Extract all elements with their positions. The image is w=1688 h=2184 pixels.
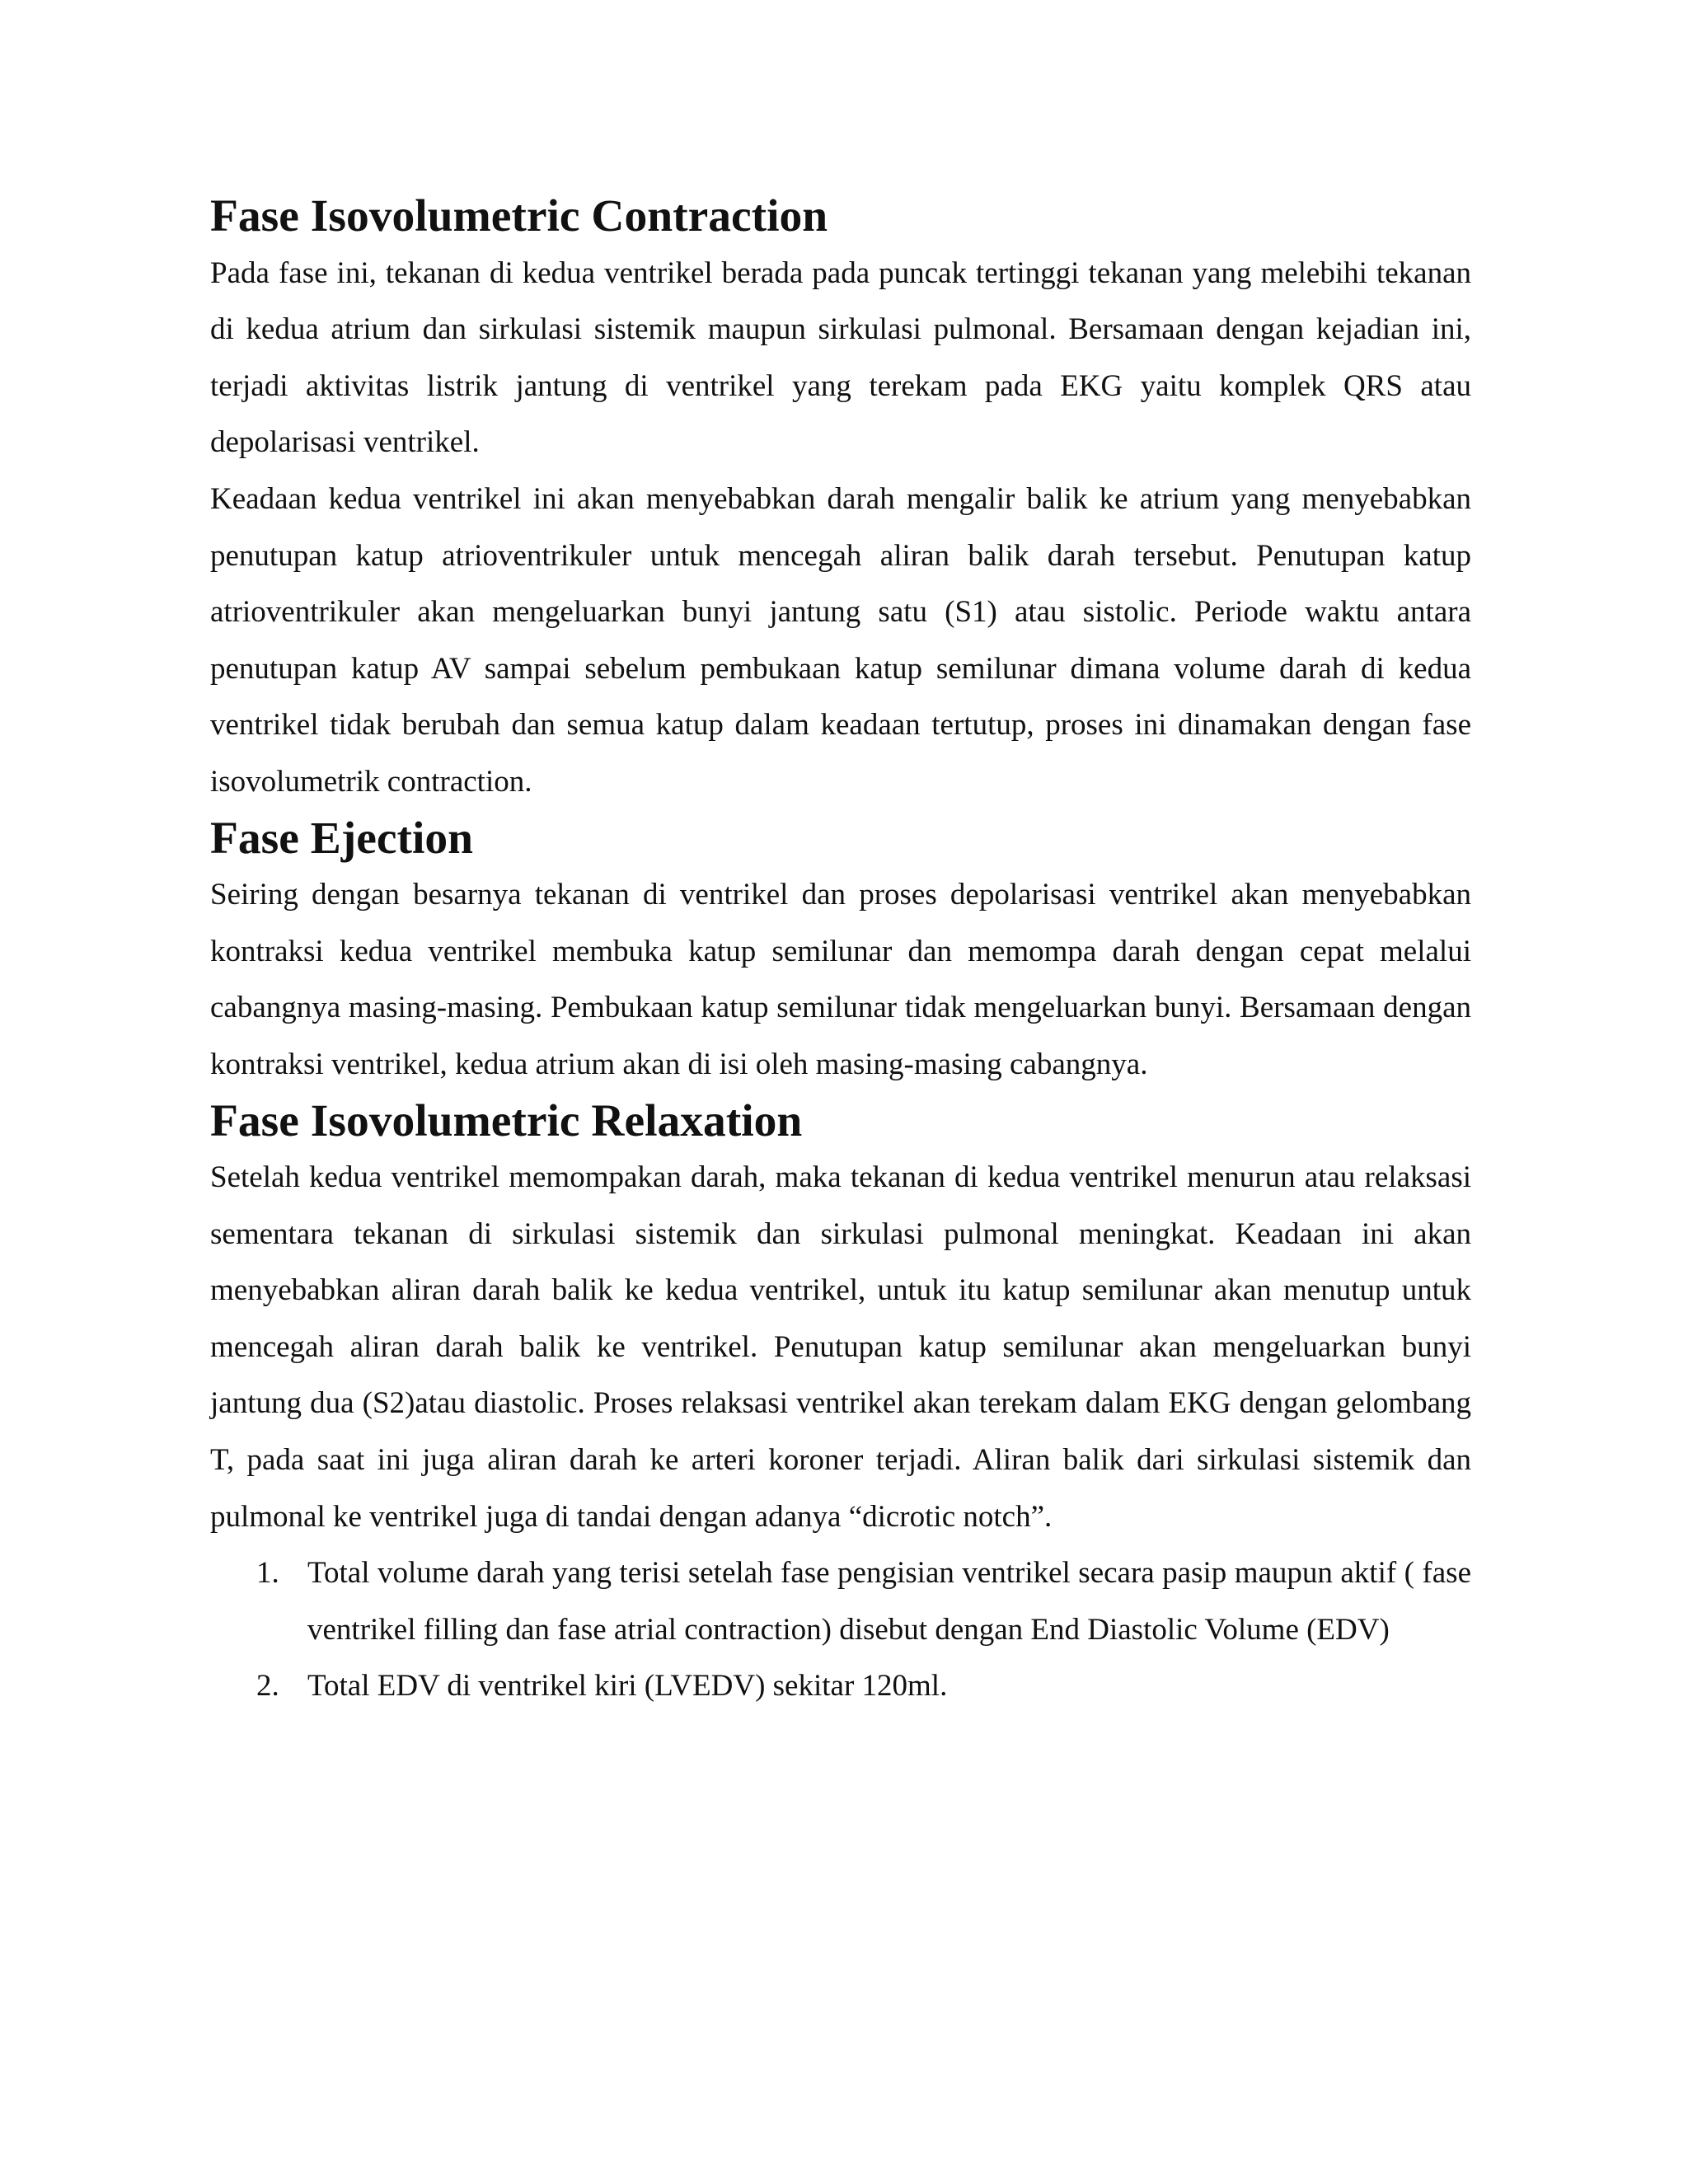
paragraph: Setelah kedua ventrikel memompakan darah, maka tekanan di kedua ventrikel menurun atau relaksasi sementara tekanan di sirkulasi sistemik dan sirkulasi pulmonal meningkat. Keadaan ini akan menyebabkan aliran darah balik ke kedua ventrikel, untuk itu katup semilunar akan menutup untuk mencegah aliran darah balik ke ventrikel. Penutupan katup semilunar akan mengeluarkan bunyi jantung dua (S2)atau diastolic. Proses relaksasi ventrikel akan terekam dalam EKG dengan gelombang T, pada saat ini juga aliran darah ke arteri koroner terjadi. Aliran balik dari sirkulasi sistemik dan pulmonal ke ventrikel juga di tandai dengan adanya “dicrotic notch”. <box>210 1160 1471 1534</box>
list-item <box>210 1545 1471 1658</box>
list-item-number: 1. <box>256 1556 279 1591</box>
section-heading-ejection: Fase Ejection <box>210 813 474 864</box>
paragraph: Keadaan kedua ventrikel ini akan menyebabkan darah mengalir balik ke atrium yang menyebabkan penutupan katup atrioventrikuler untuk mencegah aliran balik darah tersebut. Penutupan katup atrioventrikuler akan mengeluarkan bunyi jantung satu (S1) atau sistolic. Periode waktu antara penutupan katup AV sampai sebelum pembukaan katup semilunar dimana volume darah di kedua ventrikel tidak berubah dan semua katup dalam keadaan tertutup, proses ini dinamakan dengan fase isovolumetrik contraction. <box>210 481 1471 799</box>
numbered-list <box>210 1545 1471 1715</box>
list-item-number: 2. <box>256 1669 279 1704</box>
list-item-text: Total EDV di ventrikel kiri (LVEDV) sekitar 120ml. <box>307 1669 948 1704</box>
list-item <box>210 1658 1471 1715</box>
paragraph: Pada fase ini, tekanan di kedua ventrikel berada pada puncak tertinggi tekanan yang melebihi tekanan di kedua atrium dan sirkulasi sistemik maupun sirkulasi pulmonal. Bersamaan dengan kejadian ini, terjadi aktivitas listrik jantung di ventrikel yang terekam pada EKG yaitu komplek QRS atau depolarisasi ventrikel. <box>210 255 1471 460</box>
section-heading-isovolumetric-contraction: Fase Isovolumetric Contraction <box>210 191 828 241</box>
list-item-text: Total volume darah yang terisi setelah fase pengisian ventrikel secara pasip maupun aktif ( fase ventrikel filling dan fase atrial contraction) disebut dengan End Diastolic Volume (EDV) <box>307 1556 1471 1647</box>
paragraph: Seiring dengan besarnya tekanan di ventrikel dan proses depolarisasi ventrikel akan menyebabkan kontraksi kedua ventrikel membuka katup semilunar dan memompa darah dengan cepat melalui cabangnya masing-masing. Pembukaan katup semilunar tidak mengeluarkan bunyi. Bersamaan dengan kontraksi ventrikel, kedua atrium akan di isi oleh masing-masing cabangnya. <box>210 878 1471 1081</box>
document-page <box>210 189 1471 1715</box>
section-heading-isovolumetric-relaxation: Fase Isovolumetric Relaxation <box>210 1095 803 1146</box>
